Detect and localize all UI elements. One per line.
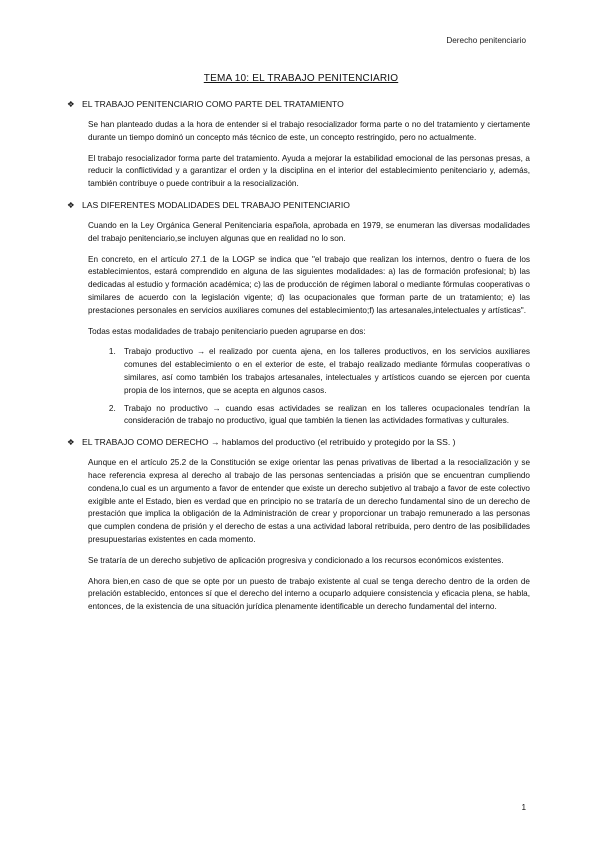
paragraph: En concreto, en el artículo 27.1 de la LOGP se indica que "el trabajo que realizan los internos, dentro o fuera de los establecimientos, estará comprendido en alguna de las siguientes modalidades: a) las de formación profesional; b) las dedicadas al estudio y formación académica; c) las de producción de régimen laboral o mediante fórmulas cooperativas o similares de acuerdo con la legislación vigente; d) las ocupacionales que forman parte de un tratamiento; e) las prestaciones personales en servicios auxiliares comunes del establecimiento;f) las artesanales,intelectuales y artísticas". [88,254,530,315]
numbered-list [88,346,530,428]
diamond-bullet-icon: ❖ [67,199,75,210]
section-heading [67,98,530,110]
paragraph: Todas estas modalidades de trabajo penitenciario pueden agruparse en dos: [88,326,366,336]
section-heading [67,436,530,448]
section-heading [67,199,530,211]
paragraph: Se han planteado dudas a la hora de entender si el trabajo resocializador forma parte o no del tratamiento y ciertamente durante un tiempo dominó un concepto más técnico de este, un concepto restringido, pero no actualmente. [88,120,530,142]
page-number: 1 [521,803,526,812]
paragraph: Se trataría de un derecho subjetivo de aplicación progresiva y condicionado a los recursos económicos existentes. [88,555,504,565]
section-heading-text: EL TRABAJO COMO DERECHO → hablamos del productivo (el retribuido y protegido por la SS. ) [82,437,456,448]
section-heading-text: EL TRABAJO PENITENCIARIO COMO PARTE DEL TRATAMIENTO [82,99,344,109]
section-heading-text: LAS DIFERENTES MODALIDADES DEL TRABAJO PENITENCIARIO [82,199,350,210]
diamond-bullet-icon: ❖ [67,99,75,109]
page-title: TEMA 10: EL TRABAJO PENITENCIARIO [203,73,399,84]
running-header: Derecho penitenciario [446,36,526,45]
diamond-bullet-icon: ❖ [67,437,75,448]
list-item: 2. Trabajo no productivo → cuando esas actividades se realizan en los talleres ocupacionales tendrían la consideración de trabajo no productivo, igual que también la tienen las actividades formativas y culturales. [118,403,530,429]
paragraph: Ahora bien,en caso de que se opte por un puesto de trabajo existente al cual se tenga derecho dentro de la orden de prelación establecido, entonces sí que el derecho del interno a ocuparlo adquiere consistencia y eficacia plena, se habla, entonces, de la existencia de una situación jurídica plenamente identificable un derecho fundamental del interno. [88,576,530,612]
page-content [67,73,530,622]
list-item: 1. Trabajo productivo → el realizado por cuenta ajena, en los talleres productivos, en los servicios auxiliares comunes del establecimiento o en el exterior de este, el trabajo realizado mediante fórmulas cooperativas o similares, así como también los trabajos artesanales, intelectuales y artísticos cuando se ejercen por cuenta propia de los internos, que se acepta en algunos casos. [118,346,530,397]
paragraph: El trabajo resocializador forma parte del tratamiento. Ayuda a mejorar la estabilidad emocional de las personas presas, a reducir la conflictividad y a garantizar el orden y la disciplina en el interior del establecimiento penitenciario y, además, también contribuye o puede contribuir a la resocialización. [88,153,530,189]
paragraph: Cuando en la Ley Orgánica General Penitenciaria española, aprobada en 1979, se enumeran las diversas modalidades del trabajo penitenciario,se incluyen algunas que en realidad no lo son. [88,220,530,243]
paragraph: Aunque en el artículo 25.2 de la Constitución se exige orientar las penas privativas de libertad a la resocialización y se hace referencia expresa al derecho al trabajo de las personas sentenciadas a prisión que se encuentran cumpliendo condena,lo cual es un argumento a favor de entender que existe un derecho subjetivo al trabajo a favor de este colectivo exigible ante el Estado, bien es verdad que en principio no se trataría de un derecho fundamental sino de un derecho de prestación que implica la obligación de la Administración de crear y proporcionar un trabajo remunerado a las personas que cumplen condena de prisión y el derecho de estas a una actividad laboral retribuida, pero dentro de las posibilidades presupuestarias existentes en cada momento. [88,458,530,544]
